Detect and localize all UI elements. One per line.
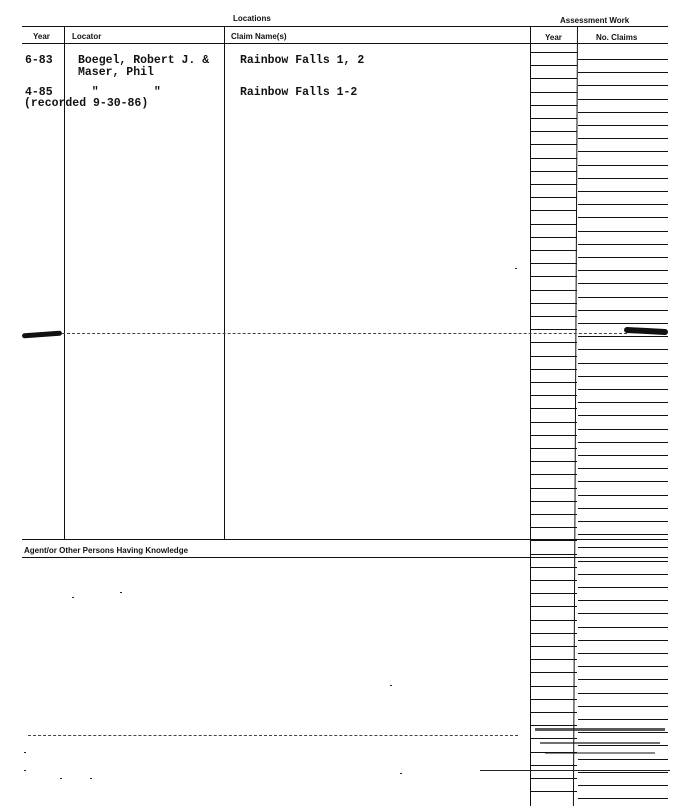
aw-year-rule	[531, 461, 577, 462]
aw-claims-rule	[578, 112, 668, 113]
aw-claims-rule	[578, 310, 668, 311]
aw-claims-rule	[578, 151, 668, 152]
aw-year-rule	[531, 250, 577, 251]
aw-claims-rule	[578, 706, 668, 707]
bottom-scan-line	[28, 735, 518, 737]
aw-claims-rule	[578, 495, 668, 496]
aw-claims-rule	[578, 561, 668, 562]
header-bottom-rule	[22, 43, 668, 44]
aw-claims-rule	[578, 719, 668, 720]
bottom-scan-line-2	[480, 770, 670, 772]
fold-mark-left	[22, 331, 62, 339]
aw-claims-rule	[578, 468, 668, 469]
aw-claims-rule	[578, 521, 668, 522]
fold-line	[62, 333, 627, 335]
speck	[515, 268, 517, 269]
aw-year-rule	[531, 725, 577, 726]
aw-year-rule	[531, 171, 577, 172]
aw-year-rule	[531, 131, 577, 132]
aw-year-rule	[531, 712, 577, 713]
aw-year-rule	[531, 633, 577, 634]
agent-section-label: Agent/or Other Persons Having Knowledge	[24, 546, 189, 555]
aw-year-rule	[531, 501, 577, 502]
aw-claims-rule	[578, 99, 668, 100]
aw-year-rule	[531, 92, 577, 93]
aw-year-rule	[531, 435, 577, 436]
aw-year-rule	[531, 620, 577, 621]
aw-claims-rule	[578, 693, 668, 694]
aw-claims-rule	[578, 191, 668, 192]
aw-claims-rule	[578, 165, 668, 166]
scan-noise-block-2	[540, 742, 660, 744]
agent-section-rule	[22, 557, 668, 558]
entry-locator: Boegel, Robert J. &	[78, 54, 210, 67]
divider-claims-aw	[530, 26, 531, 806]
aw-year-rule	[531, 422, 577, 423]
aw-claims-rule	[578, 745, 668, 746]
aw-year-rule	[531, 540, 577, 541]
speck	[72, 597, 74, 598]
aw-year-rule	[531, 144, 577, 145]
aw-year-rule	[531, 78, 577, 79]
speck	[60, 778, 62, 779]
aw-claims-rule	[578, 257, 668, 258]
speck	[400, 773, 402, 774]
aw-claims-rule	[578, 376, 668, 377]
aw-claims-rule	[578, 798, 668, 799]
aw-claims-rule	[578, 323, 668, 324]
aw-claims-rule	[578, 138, 668, 139]
aw-year-rule	[531, 210, 577, 211]
aw-year-rule	[531, 184, 577, 185]
speck	[90, 778, 92, 779]
aw-year-rule	[531, 488, 577, 489]
aw-claims-rule	[578, 72, 668, 73]
aw-claims-rule	[578, 244, 668, 245]
aw-year-rule	[531, 791, 577, 792]
aw-claims-rule	[578, 732, 668, 733]
aw-year-rule	[531, 567, 577, 568]
aw-year-rule	[531, 118, 577, 119]
aw-claims-rule	[578, 415, 668, 416]
aw-claims-rule	[578, 389, 668, 390]
aw-year-rule	[531, 369, 577, 370]
aw-year-rule	[531, 408, 577, 409]
header-aw-no-claims: No. Claims	[596, 33, 638, 42]
header-claim-names: Claim Name(s)	[231, 32, 287, 41]
aw-year-rule	[531, 105, 577, 106]
aw-year-rule	[531, 224, 577, 225]
aw-claims-rule	[578, 204, 668, 205]
entry-claims: Rainbow Falls 1, 2	[240, 54, 365, 67]
speck	[120, 592, 122, 593]
aw-year-rule	[531, 303, 577, 304]
aw-claims-rule	[578, 178, 668, 179]
entry-year-note: (recorded 9-30-86)	[24, 97, 149, 110]
header-top-rule	[22, 26, 668, 27]
entry-locator: " "	[78, 86, 161, 99]
aw-year-rule	[531, 778, 577, 779]
aw-year-rule	[531, 290, 577, 291]
scan-noise-block-3	[545, 752, 655, 754]
aw-claims-rule	[578, 125, 668, 126]
aw-year-rule	[531, 263, 577, 264]
speck	[390, 685, 392, 686]
aw-claims-rule	[578, 270, 668, 271]
aw-year-rule	[531, 765, 577, 766]
aw-year-rule	[531, 738, 577, 739]
entry-year: 4-85	[25, 86, 53, 99]
aw-year-rule	[531, 237, 577, 238]
assessment-work-title: Assessment Work	[560, 16, 630, 25]
aw-claims-rule	[578, 640, 668, 641]
locations-title: Locations	[233, 14, 271, 23]
aw-claims-rule	[578, 772, 668, 773]
entry-locator-cont: Maser, Phil	[78, 66, 154, 79]
aw-year-rule	[531, 672, 577, 673]
header-year: Year	[33, 32, 50, 41]
aw-claims-rule	[578, 297, 668, 298]
aw-year-rule	[531, 593, 577, 594]
aw-year-rule	[531, 554, 577, 555]
aw-year-rule	[531, 342, 577, 343]
aw-claims-rule	[578, 547, 668, 548]
aw-claims-rule	[578, 85, 668, 86]
aw-claims-rule	[578, 600, 668, 601]
speck	[24, 770, 26, 771]
aw-claims-rule	[578, 534, 668, 535]
aw-year-rule	[531, 527, 577, 528]
aw-claims-rule	[578, 613, 668, 614]
aw-year-rule	[531, 699, 577, 700]
entry-year: 6-83	[25, 54, 53, 67]
aw-claims-rule	[578, 666, 668, 667]
aw-claims-rule	[578, 363, 668, 364]
header-aw-year: Year	[545, 33, 562, 42]
aw-year-rule	[531, 395, 577, 396]
fold-mark-right	[624, 327, 668, 335]
entry-claims: Rainbow Falls 1-2	[240, 86, 358, 99]
aw-claims-rule	[578, 336, 668, 337]
aw-claims-rule	[578, 508, 668, 509]
aw-year-rule	[531, 316, 577, 317]
aw-claims-rule	[578, 59, 668, 60]
aw-claims-rule	[578, 349, 668, 350]
divider-locator-claims	[224, 26, 225, 540]
aw-claims-rule	[578, 283, 668, 284]
aw-year-rule	[531, 276, 577, 277]
aw-claims-rule	[578, 455, 668, 456]
aw-year-rule	[531, 158, 577, 159]
aw-year-rule	[531, 659, 577, 660]
aw-claims-rule	[578, 785, 668, 786]
aw-claims-rule	[578, 231, 668, 232]
scan-noise-block	[535, 728, 665, 731]
speck	[24, 752, 26, 753]
aw-claims-rule	[578, 653, 668, 654]
aw-claims-rule	[578, 429, 668, 430]
aw-year-rule	[531, 382, 577, 383]
header-locator: Locator	[72, 32, 102, 41]
aw-year-rule	[531, 65, 577, 66]
aw-year-rule	[531, 448, 577, 449]
aw-claims-rule	[578, 627, 668, 628]
aw-claims-rule	[578, 402, 668, 403]
aw-year-rule	[531, 474, 577, 475]
aw-claims-rule	[578, 481, 668, 482]
aw-year-rule	[531, 606, 577, 607]
aw-year-rule	[531, 646, 577, 647]
aw-claims-rule	[578, 587, 668, 588]
aw-year-rule	[531, 514, 577, 515]
aw-claims-rule	[578, 217, 668, 218]
aw-year-rule	[531, 197, 577, 198]
aw-claims-rule	[578, 574, 668, 575]
aw-year-rule	[531, 686, 577, 687]
aw-year-rule	[531, 580, 577, 581]
aw-claims-rule	[578, 759, 668, 760]
aw-year-rule	[531, 52, 577, 53]
aw-year-rule	[531, 356, 577, 357]
aw-year-rule	[531, 329, 577, 330]
aw-claims-rule	[578, 679, 668, 680]
aw-claims-rule	[578, 442, 668, 443]
